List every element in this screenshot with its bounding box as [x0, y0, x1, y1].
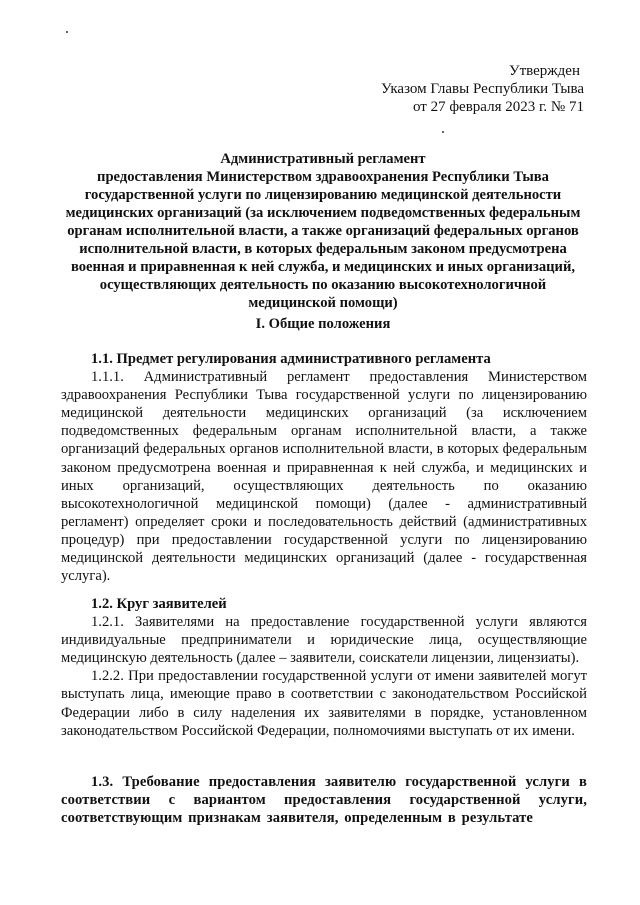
approval-line-3: от 27 февраля 2023 г. № 71	[412, 99, 584, 115]
title-body: предоставления Министерством здравоохранения Республики Тыва государственной услуги по лицензированию медицинской деятельности медицинских организаций (за исключением подведомственных федеральным органам исполнительной власти, а также организаций федеральных органов исполнительной власти, в которых федеральным законом предусмотрена военная и приравненная к ней служба, и медицинских и иных организаций, осуществляющих деятельность по оказанию высокотехнологичной медицинской помощи)	[65, 169, 581, 311]
section-1-3	[61, 773, 587, 827]
section-1-2-heading: 1.2. Круг заявителей	[91, 596, 227, 612]
paragraph-1-2-1: 1.2.1. Заявителями на предоставление государственной услуги являются индивидуальные предприниматели и юридические лица, осуществляющие медицинскую деятельность (далее – заявители, соискатели лицензии, лицензиаты).	[61, 614, 587, 667]
scan-speck	[66, 31, 68, 33]
section-title: I. Общие положения	[255, 316, 391, 332]
scan-speck	[442, 131, 444, 133]
paragraph-1-2-2: 1.2.2. При предоставлении государственной услуги от имени заявителей могут выступать лица, имеющие право в соответствии с законодательством Российской Федерации либо в силу наделения их заявителями в порядке, установленном законодательством Российской Федерации, полномочиями выступать от их имени.	[61, 668, 587, 739]
section-1-3-heading: 1.3. Требование предоставления заявителю государственной услуги в соответствии с вариантом предоставления государственной услуги, соответствующим признакам заявителя, определенным в результате	[61, 774, 587, 827]
section-1-2	[61, 595, 587, 740]
title-heading: Административный регламент	[220, 151, 426, 167]
approval-stamp-text	[381, 62, 584, 116]
section-1-1	[61, 350, 587, 585]
approval-line-1: Утвержден	[508, 63, 580, 79]
document-title	[58, 150, 588, 312]
section-1-1-heading: 1.1. Предмет регулирования административного регламента	[91, 351, 491, 367]
paragraph-1-1-1: 1.1.1. Административный регламент предоставления Министерством здравоохранения Республики Тыва государственной услуги по лицензированию медицинской деятельности медицинских организаций (за исключением подведомственных федеральным органам исполнительной власти, а также организаций федеральных органов исполнительной власти, в которых федеральным законом предусмотрена военная и приравненная к ней служба, и медицинских и иных организаций, осуществляющих деятельность по оказанию высокотехнологичной медицинской помощи) (далее - административный регламент) определяет сроки и последовательность действий (административных процедур) при предоставлении государственной услуги по лицензированию медицинской деятельности медицинских организаций (далее - государственная услуга).	[61, 369, 587, 585]
approval-line-2: Указом Главы Республики Тыва	[381, 81, 584, 97]
